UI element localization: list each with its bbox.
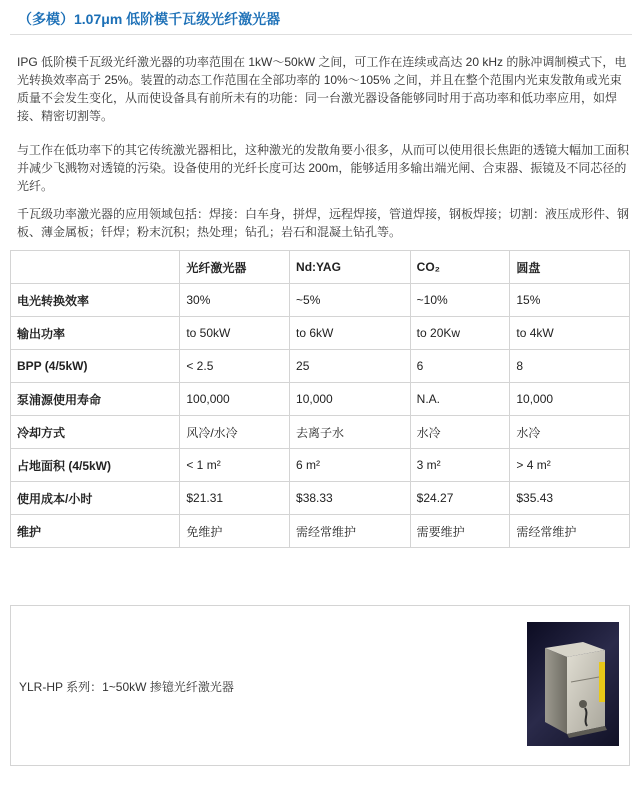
table-row [11, 515, 630, 548]
comparison-table [10, 250, 630, 548]
row-label: BPP (4/5kW) [11, 350, 180, 383]
table-cell: to 20Kw [410, 317, 510, 350]
table-cell: $24.27 [410, 482, 510, 515]
table-header-cell: 光纤激光器 [180, 251, 290, 284]
table-cell: 6 [410, 350, 510, 383]
row-label: 输出功率 [11, 317, 180, 350]
table-header-cell: CO₂ [410, 251, 510, 284]
table-cell: to 50kW [180, 317, 290, 350]
table-cell: 需经常维护 [290, 515, 411, 548]
page-title: （多模）1.07μm 低阶模千瓦级光纤激光器 [18, 11, 281, 27]
row-label: 维护 [11, 515, 180, 548]
table-row [11, 284, 630, 317]
table-cell: 6 m² [290, 449, 411, 482]
table-row [11, 350, 630, 383]
title-divider [10, 34, 632, 35]
table-cell: 10,000 [510, 383, 630, 416]
table-cell: < 2.5 [180, 350, 290, 383]
table-row [11, 383, 630, 416]
table-cell: 水冷 [510, 416, 630, 449]
comparison-paragraph: 与工作在低功率下的其它传统激光器相比，这种激光的发散角要小很多，从而可以使用很长焦距的透镜大幅加工面积并减少飞溅物对透镜的污染。设备使用的光纤长度可达 200m，能够适用多输出端光闸、合束器、振镜及不同芯径的光纤。 [17, 143, 630, 193]
laser-cabinet-icon [527, 622, 619, 746]
table-cell: N.A. [410, 383, 510, 416]
table-row [11, 317, 630, 350]
table-cell: ~5% [290, 284, 411, 317]
table-row [11, 482, 630, 515]
intro-paragraph: IPG 低阶模千瓦级光纤激光器的功率范围在 1kW～50kW 之间，可工作在连续或高达 20 kHz 的脉冲调制模式下，电光转换效率高于 25%。装置的动态工作范围在全部功率的 10%～105% 之间，并且在整个范围内光束发散角或光束质量不会发生变化，从而使设备具有前所未有的功能：同一台激光器设备能够同时用于高功率和低功率应用，如焊接、精密切割等。 [17, 55, 627, 123]
row-label: 使用成本/小时 [11, 482, 180, 515]
table-cell: 15% [510, 284, 630, 317]
product-box [10, 605, 630, 766]
applications-paragraph: 千瓦级功率激光器的应用领域包括：焊接：白车身，拼焊，远程焊接，管道焊接，钢板焊接；切割：液压成形件、钢板、薄金属板；钎焊；粉末沉积；热处理；钻孔；岩石和混凝土钻孔等。 [17, 207, 630, 239]
product-image [527, 622, 619, 746]
table-cell: > 4 m² [510, 449, 630, 482]
table-cell: 25 [290, 350, 411, 383]
table-row [11, 449, 630, 482]
table-cell: 免维护 [180, 515, 290, 548]
table-cell: 30% [180, 284, 290, 317]
table-cell: $21.31 [180, 482, 290, 515]
row-label: 占地面积 (4/5kW) [11, 449, 180, 482]
row-label: 电光转换效率 [11, 284, 180, 317]
row-label: 冷却方式 [11, 416, 180, 449]
table-cell: to 4kW [510, 317, 630, 350]
table-header-cell: 圆盘 [510, 251, 630, 284]
table-cell: 10,000 [290, 383, 411, 416]
table-cell: < 1 m² [180, 449, 290, 482]
table-cell: 需经常维护 [510, 515, 630, 548]
table-cell: 需要维护 [410, 515, 510, 548]
table-cell: $35.43 [510, 482, 630, 515]
table-cell: to 6kW [290, 317, 411, 350]
table-cell: 去离子水 [290, 416, 411, 449]
table-cell: 水冷 [410, 416, 510, 449]
table-header-cell: Nd:YAG [290, 251, 411, 284]
product-caption: YLR-HP 系列：1~50kW 掺镱光纤激光器 [19, 680, 234, 694]
table-header-row [11, 251, 630, 284]
row-label: 泵浦源使用寿命 [11, 383, 180, 416]
table-cell: 8 [510, 350, 630, 383]
table-cell: ~10% [410, 284, 510, 317]
table-cell: 风冷/水冷 [180, 416, 290, 449]
table-cell: 3 m² [410, 449, 510, 482]
table-cell: 100,000 [180, 383, 290, 416]
table-header-cell [11, 251, 180, 284]
table-cell: $38.33 [290, 482, 411, 515]
table-row [11, 416, 630, 449]
